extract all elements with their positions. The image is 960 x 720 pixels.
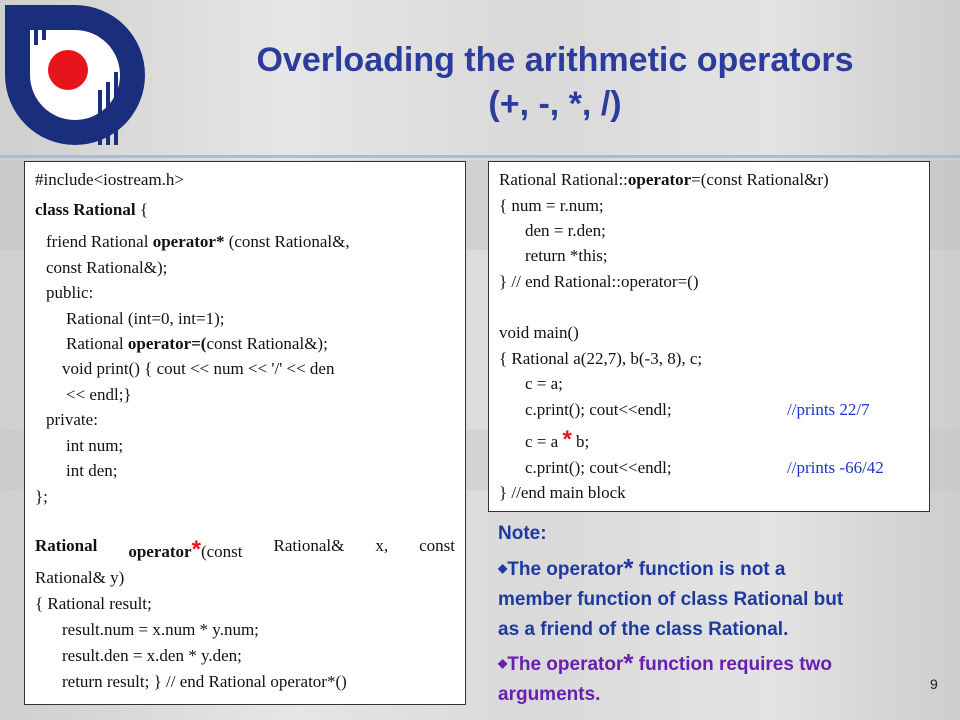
code-main-3: c.print(); cout<<endl; xyxy=(525,400,672,419)
slide-title xyxy=(160,38,950,126)
code-text: { xyxy=(135,200,149,219)
code-print-decl: void print() { cout << num << '/' << den xyxy=(62,359,335,378)
code-text: b; xyxy=(576,432,590,451)
code-text: c = a xyxy=(525,432,559,451)
right-code-panel xyxy=(488,161,930,512)
title-line-2: (+, -, *, /) xyxy=(488,85,622,123)
code-text: Rational Rational:: xyxy=(499,170,628,189)
diamond-bullet-icon: ◆ xyxy=(498,656,508,670)
code-assign-def xyxy=(499,170,829,190)
code-include: #include<iostream.h> xyxy=(35,170,184,189)
note-text: function is not a xyxy=(633,559,786,580)
code-body-1: { Rational result; xyxy=(35,594,152,613)
code-friend-cont: const Rational&); xyxy=(46,258,168,277)
page-number: 9 xyxy=(930,676,938,692)
title-line-1: Overloading the arithmetic operators xyxy=(256,41,854,79)
code-keyword: Rational xyxy=(35,536,98,555)
code-main-4 xyxy=(525,426,589,454)
code-keyword: class Rational xyxy=(35,200,136,219)
code-assign-1: { num = r.num; xyxy=(499,196,604,215)
code-main-2: c = a; xyxy=(525,374,563,393)
code-text: (const xyxy=(200,542,243,561)
code-main: void main() xyxy=(499,323,579,342)
code-text: =(const Rational&r) xyxy=(691,170,829,189)
note-text: arguments. xyxy=(498,684,601,705)
code-operator-def xyxy=(35,536,455,564)
code-print-cont: << endl;} xyxy=(66,385,132,404)
diamond-bullet-icon: ◆ xyxy=(498,561,508,575)
code-text: const Rational&); xyxy=(206,334,328,353)
code-operator-word xyxy=(128,536,242,564)
code-keyword: operator=( xyxy=(127,334,207,353)
code-assign-3: return *this; xyxy=(525,246,608,265)
code-comment: //prints 22/7 xyxy=(787,400,870,419)
code-class-decl xyxy=(35,200,148,220)
code-keyword: operator xyxy=(627,170,692,189)
code-text: x, xyxy=(375,536,389,555)
code-public: public: xyxy=(46,283,94,302)
left-code-panel xyxy=(24,161,466,705)
code-class-close: }; xyxy=(35,487,48,506)
note-text: member function of class Rational but xyxy=(498,589,844,610)
code-assign-decl xyxy=(66,334,328,354)
code-body-3: result.den = x.den * y.den; xyxy=(62,646,242,665)
code-main-5: c.print(); cout<<endl; xyxy=(525,458,672,477)
code-main-1: { Rational a(22,7), b(-3, 8), c; xyxy=(499,349,703,368)
red-star: * xyxy=(562,426,572,453)
code-text: friend Rational xyxy=(46,232,153,251)
code-text: (const Rational&, xyxy=(224,232,350,251)
note-bullet-2 xyxy=(498,648,948,710)
code-comment: //prints -66/42 xyxy=(787,458,884,477)
code-operator-def-cont: Rational& y) xyxy=(35,568,125,587)
note-text: The operator xyxy=(507,559,624,580)
code-main-end: } //end main block xyxy=(499,483,626,502)
code-friend-line xyxy=(46,232,350,252)
title-divider xyxy=(0,155,960,158)
star-glyph: * xyxy=(623,553,634,583)
note-text: as a friend of the class Rational. xyxy=(498,619,789,640)
university-logo-icon xyxy=(0,0,150,150)
code-ctor: Rational (int=0, int=1); xyxy=(66,309,225,328)
code-text: Rational& xyxy=(273,536,345,555)
code-private: private: xyxy=(46,410,98,429)
note-label: Note: xyxy=(498,523,547,544)
code-text: Rational xyxy=(66,334,128,353)
code-num: int num; xyxy=(66,436,124,455)
code-keyword: operator* xyxy=(152,232,225,251)
code-body-2: result.num = x.num * y.num; xyxy=(62,620,259,639)
code-assign-end: } // end Rational::operator=() xyxy=(499,272,699,291)
code-text: const xyxy=(419,536,455,555)
note-bullet-1 xyxy=(498,553,948,645)
star-glyph: * xyxy=(623,648,634,678)
note-text: The operator xyxy=(507,654,624,675)
note-text: function requires two xyxy=(633,654,832,675)
code-body-4: return result; } // end Rational operator*() xyxy=(62,672,347,691)
code-den: int den; xyxy=(66,461,118,480)
red-star: * xyxy=(191,536,201,563)
code-assign-2: den = r.den; xyxy=(525,221,606,240)
code-keyword: operator xyxy=(128,542,192,561)
